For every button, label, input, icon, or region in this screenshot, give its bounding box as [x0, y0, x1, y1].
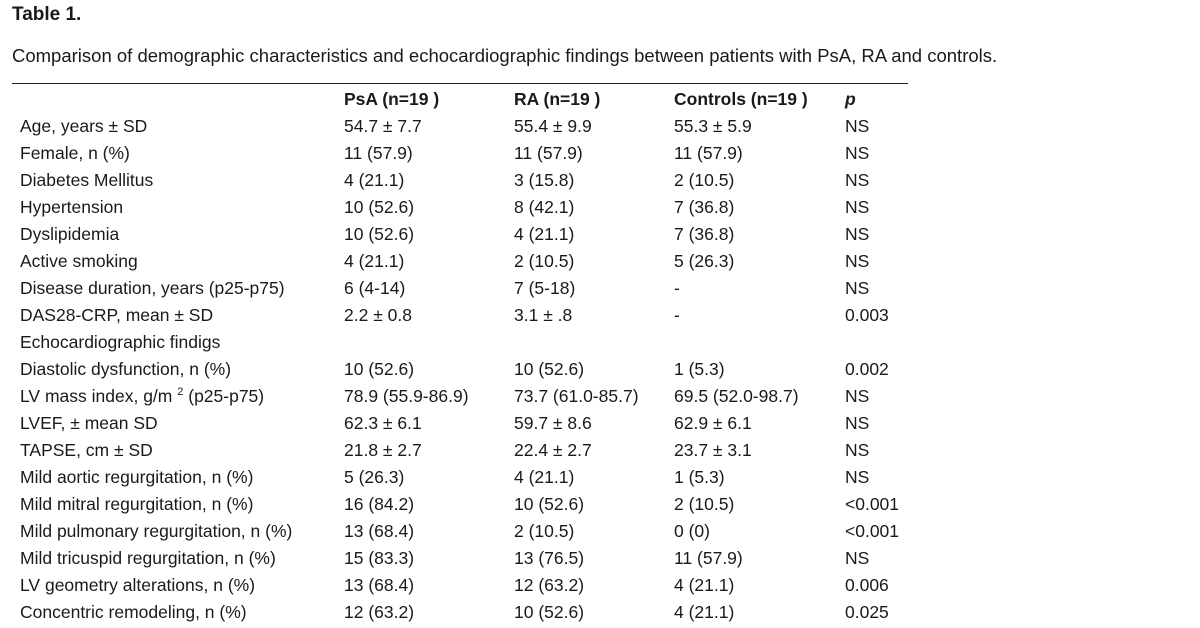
section-heading: Echocardiographic findigs: [20, 332, 221, 352]
cell-ra: 8 (42.1): [514, 197, 575, 217]
cell-p-value: NS: [845, 116, 870, 136]
row-label: Mild aortic regurgitation, n (%): [20, 467, 254, 487]
cell-controls: 4 (21.1): [674, 602, 735, 622]
cell-controls: 1 (5.3): [674, 359, 725, 379]
table-row: [12, 491, 907, 518]
cell-p-value: NS: [845, 224, 870, 244]
cell-ra: 59.7 ± 8.6: [514, 413, 592, 433]
row-label: [12, 383, 336, 410]
table-row: [12, 167, 907, 194]
cell-psa: 6 (4-14): [344, 278, 406, 298]
cell-ra: 4 (21.1): [514, 224, 575, 244]
row-label-suffix: (p25-p75): [183, 386, 265, 406]
cell-p-value: NS: [845, 170, 870, 190]
cell-psa: 10 (52.6): [344, 359, 415, 379]
table-row: [12, 464, 907, 491]
table-row: [12, 356, 907, 383]
cell-ra: 55.4 ± 9.9: [514, 116, 592, 136]
row-label: Diabetes Mellitus: [20, 170, 154, 190]
cell-psa: 54.7 ± 7.7: [344, 116, 422, 136]
cell-psa: 11 (57.9): [344, 143, 413, 163]
row-label: Hypertension: [20, 197, 124, 217]
cell-controls: 2 (10.5): [674, 494, 735, 514]
cell-controls: 1 (5.3): [674, 467, 725, 487]
cell-ra: 10 (52.6): [514, 602, 585, 622]
row-label: Concentric remodeling, n (%): [20, 602, 247, 622]
table-caption: Comparison of demographic characteristics and echocardiographic findings between patients with PsA, RA and controls.: [12, 45, 998, 66]
cell-p-value: NS: [845, 251, 870, 271]
row-label: DAS28-CRP, mean ± SD: [20, 305, 214, 325]
table-row: [12, 383, 907, 410]
cell-controls: 4 (21.1): [674, 575, 735, 595]
cell-p-value: NS: [845, 386, 870, 406]
header-controls: Controls (n=19 ): [674, 89, 808, 109]
table-row: [12, 572, 907, 599]
cell-ra: 2 (10.5): [514, 521, 575, 541]
table-row: [12, 140, 907, 167]
cell-ra: 12 (63.2): [514, 575, 585, 595]
table-body: [12, 113, 907, 626]
cell-controls: 55.3 ± 5.9: [674, 116, 752, 136]
row-label: Diastolic dysfunction, n (%): [20, 359, 232, 379]
cell-p-value: <0.001: [845, 521, 900, 541]
table-row: [12, 248, 907, 275]
table-header-row: [12, 86, 907, 113]
cell-ra: 22.4 ± 2.7: [514, 440, 592, 460]
table-row: [12, 113, 907, 140]
cell-ra: 4 (21.1): [514, 467, 575, 487]
cell-controls: -: [674, 278, 680, 298]
cell-p-value: NS: [845, 278, 870, 298]
cell-psa: 10 (52.6): [344, 224, 415, 244]
cell-psa: 15 (83.3): [344, 548, 415, 568]
cell-psa: 12 (63.2): [344, 602, 415, 622]
row-label-text: LV mass index, g/m: [20, 386, 173, 406]
cell-psa: 5 (26.3): [344, 467, 405, 487]
cell-controls: 11 (57.9): [674, 143, 743, 163]
header-label: [12, 86, 336, 113]
cell-controls: 0 (0): [674, 521, 710, 541]
row-label-superscript: 2: [177, 386, 184, 399]
table-row: [12, 518, 907, 545]
table-row: [12, 410, 907, 437]
cell-ra: 73.7 (61.0-85.7): [514, 386, 639, 406]
table-row: [12, 194, 907, 221]
cell-controls: -: [674, 305, 680, 325]
cell-ra: 10 (52.6): [514, 494, 585, 514]
cell-ra: 7 (5-18): [514, 278, 576, 298]
table-title: Table 1.: [12, 4, 82, 25]
cell-p-value: NS: [845, 548, 870, 568]
cell-ra: 2 (10.5): [514, 251, 575, 271]
table-top-rule: [12, 83, 908, 84]
cell-p-value: NS: [845, 197, 870, 217]
cell-ra: 10 (52.6): [514, 359, 585, 379]
header-ra: RA (n=19 ): [514, 89, 601, 109]
cell-psa: 4 (21.1): [344, 251, 405, 271]
row-label: Mild tricuspid regurgitation, n (%): [20, 548, 276, 568]
row-label: Mild mitral regurgitation, n (%): [20, 494, 254, 514]
cell-controls: 7 (36.8): [674, 224, 735, 244]
row-label: Mild pulmonary regurgitation, n (%): [20, 521, 293, 541]
cell-psa: 13 (68.4): [344, 521, 415, 541]
row-label: LVEF, ± mean SD: [20, 413, 158, 433]
cell-p-value: NS: [845, 143, 870, 163]
cell-ra: 13 (76.5): [514, 548, 585, 568]
cell-controls: 2 (10.5): [674, 170, 735, 190]
cell-controls: 23.7 ± 3.1: [674, 440, 752, 460]
cell-p-value: 0.002: [845, 359, 889, 379]
cell-p-value: NS: [845, 413, 870, 433]
row-label: Active smoking: [20, 251, 138, 271]
row-label: Age, years ± SD: [20, 116, 148, 136]
cell-psa: 2.2 ± 0.8: [344, 305, 412, 325]
cell-p-value: 0.006: [845, 575, 889, 595]
section-row: [12, 329, 907, 356]
header-psa: PsA (n=19 ): [344, 89, 440, 109]
cell-psa: 78.9 (55.9-86.9): [344, 386, 469, 406]
table-row: [12, 437, 907, 464]
cell-controls: 69.5 (52.0-98.7): [674, 386, 799, 406]
cell-controls: 5 (26.3): [674, 251, 735, 271]
cell-p-value: 0.025: [845, 602, 889, 622]
row-label: LV geometry alterations, n (%): [20, 575, 256, 595]
cell-controls: 11 (57.9): [674, 548, 743, 568]
table-row: [12, 545, 907, 572]
row-label: TAPSE, cm ± SD: [20, 440, 153, 460]
row-label: Dyslipidemia: [20, 224, 120, 244]
table-row: [12, 599, 907, 626]
cell-controls: 7 (36.8): [674, 197, 735, 217]
cell-ra: 11 (57.9): [514, 143, 583, 163]
header-p: p: [845, 89, 856, 109]
cell-ra: 3 (15.8): [514, 170, 575, 190]
row-label: Disease duration, years (p25-p75): [20, 278, 285, 298]
data-table: [12, 86, 907, 626]
cell-psa: 10 (52.6): [344, 197, 415, 217]
cell-controls: 62.9 ± 6.1: [674, 413, 752, 433]
table-row: [12, 302, 907, 329]
cell-psa: 62.3 ± 6.1: [344, 413, 422, 433]
cell-psa: 21.8 ± 2.7: [344, 440, 422, 460]
row-label: Female, n (%): [20, 143, 130, 163]
cell-p-value: NS: [845, 440, 870, 460]
cell-p-value: NS: [845, 467, 870, 487]
table-row: [12, 221, 907, 248]
cell-psa: 16 (84.2): [344, 494, 415, 514]
table-row: [12, 275, 907, 302]
cell-ra: 3.1 ± .8: [514, 305, 573, 325]
cell-psa: 13 (68.4): [344, 575, 415, 595]
cell-p-value: 0.003: [845, 305, 889, 325]
cell-psa: 4 (21.1): [344, 170, 405, 190]
cell-p-value: <0.001: [845, 494, 900, 514]
